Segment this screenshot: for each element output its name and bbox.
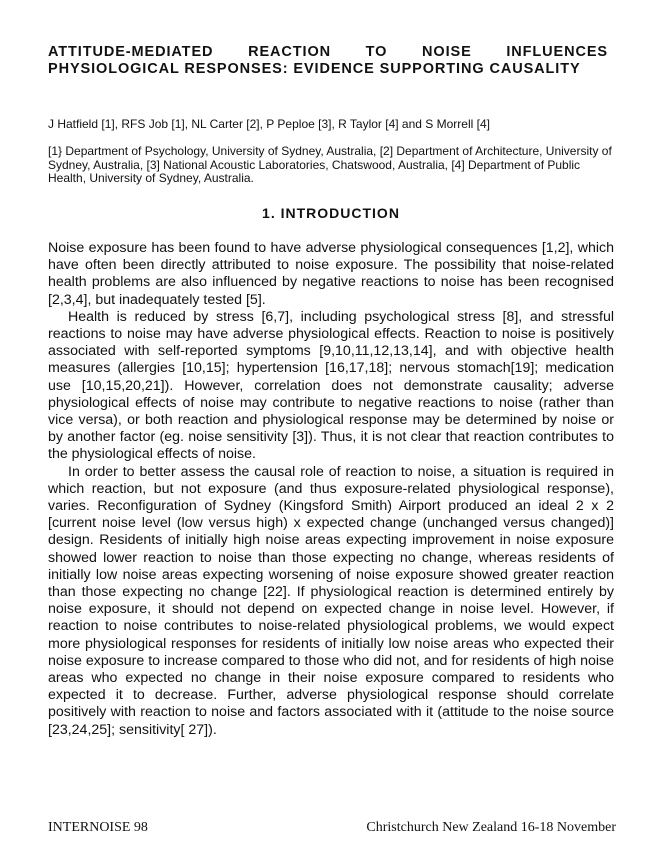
section-heading: 1. INTRODUCTION: [262, 205, 400, 221]
paper-title: ATTITUDE-MEDIATED REACTION TO NOISE INFLUENCES PHYSIOLOGICAL RESPONSES: EVIDENCE SUPPORTING CAUSALITY: [48, 44, 608, 77]
paragraph: Noise exposure has been found to have adverse physiological consequences [1,2], which have often been directly attributed to noise exposure. The possibility that noise-related health problems are also influenced by negative reactions to noise has been recognised [2,3,4], but inadequately tested [5].: [48, 240, 614, 308]
paragraph: In order to better assess the causal role of reaction to noise, a situation is required in which reaction, but not exposure (and thus exposure-related physiological response), varies. Reconfiguration of Sydney (Kingsford Smith) Airport produced an ideal 2 x 2 [current noise level (low versus high) x expected change (unchanged versus changed)] design. Residents of initially high noise areas expecting improvement in noise exposure showed lower reaction to noise than those expecting no change, whereas residents of initially low noise areas expecting worsening of noise exposure showed greater reaction than those expecting no change [22]. If physiological reaction is determined entirely by noise exposure, it should not depend on expected change in noise level. However, if reaction to noise contributes to noise-related physiological problems, we would expect more physiological responses for residents of initially low noise areas who expected their noise exposure to increase compared to those who did not, and for residents of high noise areas who expected no change in their noise exposure compared to residents who expected it to decrease. Further, adverse physiological response should correlate positively with reaction to noise and factors associated with it (attitude to the noise source [23,24,25]; sensitivity[ 27]).: [48, 463, 614, 738]
affiliations: [1} Department of Psychology, University of Sydney, Australia, [2] Department of Architecture, University of Sydney, Australia, [3] National Acoustic Laboratories, Chatswood, Australia, [4] Department of Public Health, University of Sydney, Australia.: [48, 144, 612, 185]
page-footer: [48, 820, 616, 836]
author-list: J Hatfield [1], RFS Job [1], NL Carter [2], P Peploe [3], R Taylor [4] and S Morrell [4]: [48, 117, 490, 131]
body-text: [48, 240, 614, 739]
footer-location-date: Christchurch New Zealand 16-18 November: [366, 820, 616, 835]
paragraph: Health is reduced by stress [6,7], including psychological stress [8], and stressful reactions to noise may have adverse physiological effects. Reaction to noise is positively associated with self-reported symptoms [9,10,11,12,13,14], and with objective health measures (allergies [10,15]; hypertension [16,17,18]; nervous stomach[19]; medication use [10,15,20,21]). However, correlation does not demonstrate causality; adverse physiological effects of noise may contribute to negative reactions to noise (rather than vice versa), or both reaction and physiological response may be determined by noise or by another factor (eg. noise sensitivity [3]). Thus, it is not clear that reaction contributes to the physiological effects of noise.: [48, 308, 614, 463]
footer-conference: INTERNOISE 98: [48, 820, 148, 835]
